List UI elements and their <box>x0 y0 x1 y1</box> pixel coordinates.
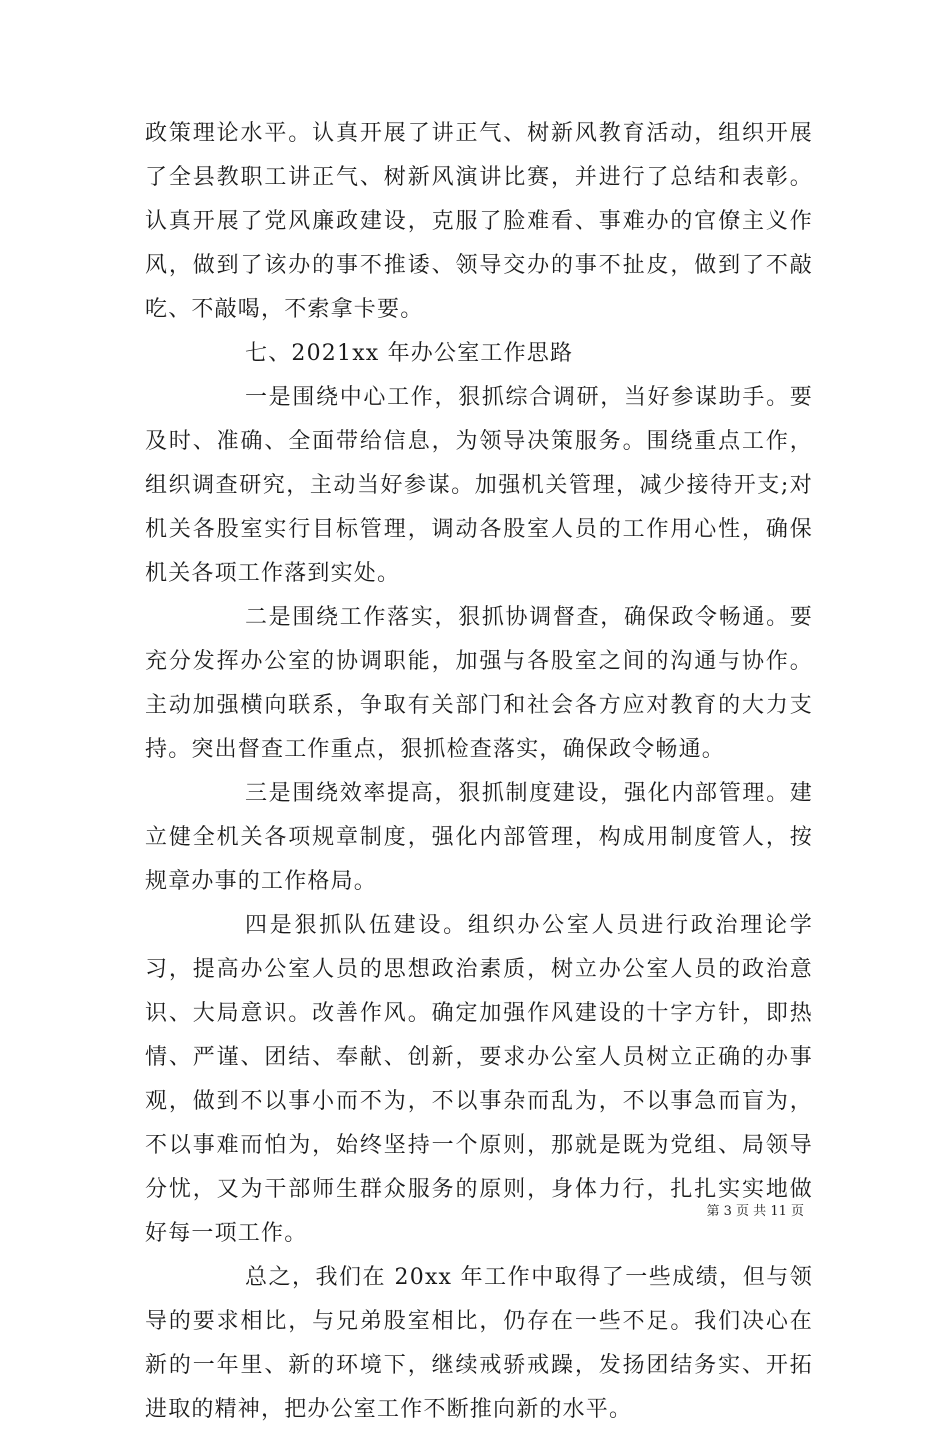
paragraph-point-two: 二是围绕工作落实，狠抓协调督查，确保政令畅通。要充分发挥办公室的协调职能，加强与各股室之间的沟通与协作。主动加强横向联系，争取有关部门和社会各方应对教育的大力支持。突出督查工作重点，狠抓检查落实，确保政令畅通。 <box>145 605 813 762</box>
paragraph-point-four: 四是狠抓队伍建设。组织办公室人员进行政治理论学习，提高办公室人员的思想政治素质，树立办公室人员的政治意识、大局意识。改善作风。确定加强作风建设的十字方针，即热情、严谨、团结、奉献、创新，要求办公室人员树立正确的办事观，做到不以事小而不为，不以事杂而乱为，不以事急而盲为，不以事难而怕为，始终坚持一个原则，那就是既为党组、局领导分忧，又为干部师生群众服务的原则，身体力行，扎扎实实地做好每一项工作。 <box>145 913 813 1246</box>
page-number-footer: 第 3 页 共 11 页 <box>706 1204 804 1219</box>
paragraph-point-one: 一是围绕中心工作，狠抓综合调研，当好参谋助手。要及时、准确、全面带给信息，为领导决策服务。围绕重点工作，组织调查研究，主动当好参谋。加强机关管理，减少接待开支;对机关各股室实行目标管理，调动各股室人员的工作用心性，确保机关各项工作落到实处。 <box>145 385 813 586</box>
paragraph-point-three: 三是围绕效率提高，狠抓制度建设，强化内部管理。建立健全机关各项规章制度，强化内部管理，构成用制度管人，按规章办事的工作格局。 <box>145 781 813 894</box>
section-heading: 七、2021xx 年办公室工作思路 <box>245 341 574 366</box>
paragraph-continued: 政策理论水平。认真开展了讲正气、树新风教育活动，组织开展了全县教职工讲正气、树新风演讲比赛，并进行了总结和表彰。认真开展了党风廉政建设，克服了脸难看、事难办的官僚主义作风，做到了该办的事不推诿、领导交办的事不扯皮，做到了不敲吃、不敲喝，不索拿卡要。 <box>145 121 813 322</box>
paragraph-summary: 总之，我们在 20xx 年工作中取得了一些成绩，但与领导的要求相比，与兄弟股室相比，仍存在一些不足。我们决心在新的一年里、新的环境下，继续戒骄戒躁，发扬团结务实、开拓进取的精神，把办公室工作不断推向新的水平。 <box>145 1265 813 1422</box>
document-body <box>145 112 813 1432</box>
